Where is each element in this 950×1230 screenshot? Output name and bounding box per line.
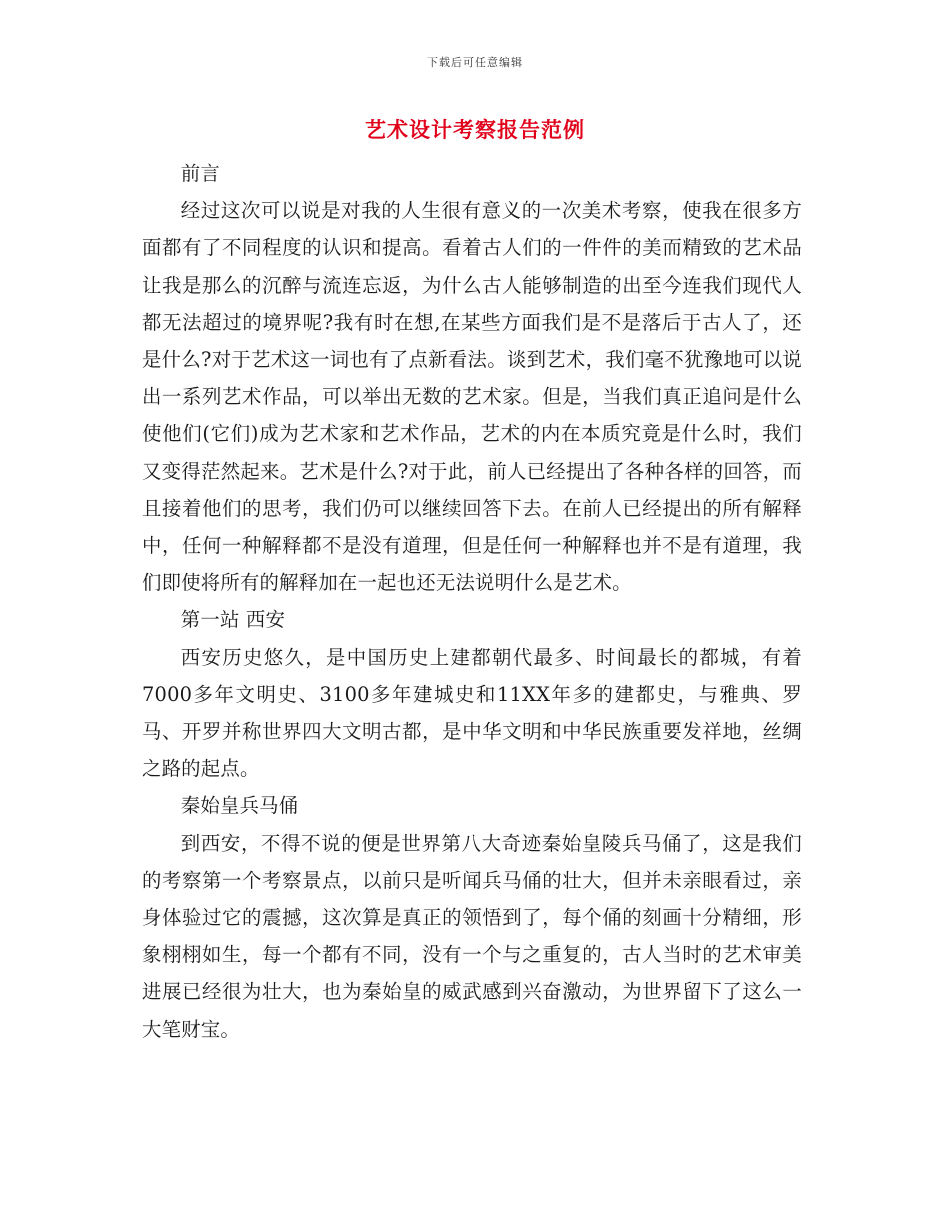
paragraph-terracotta: 到西安，不得不说的便是世界第八大奇迹秦始皇陵兵马俑了，这是我们的考察第一个考察景点，以前只是听闻兵马俑的壮大，但并未亲眼看过，亲身体验过它的震撼，这次算是真正的领悟到了，每个俑的刻画十分精细，形象栩栩如生，每一个都有不同，没有一个与之重复的，古人当时的艺术审美进展已经很为壮大，也为秦始皇的威武感到兴奋激动，为世界留下了这么一大笔财宝。 xyxy=(142,831,802,1041)
running-header: 下载后可任意编辑 xyxy=(427,56,523,69)
paragraph-xian: 西安历史悠久，是中国历史上建都朝代最多、时间最长的都城，有着7000多年文明史、3100多年建城史和11XX年多的建都史，与雅典、罗马、开罗并称世界四大文明古都，是中华文明和中华民族重要发祥地，丝绸之路的起点。 xyxy=(142,645,802,781)
section-heading-preface: 前言 xyxy=(180,162,220,185)
paragraph-preface: 经过这次可以说是对我的人生很有意义的一次美术考察，使我在很多方面都有了不同程度的认识和提高。看着古人们的一件件的美而精致的艺术品让我是那么的沉醉与流连忘返，为什么古人能够制造的出至今连我们现代人都无法超过的境界呢?我有时在想,在某些方面我们是不是落后于古人了，还是什么?对于艺术这一词也有了点新看法。谈到艺术，我们毫不犹豫地可以说出一系列艺术作品，可以举出无数的艺术家。但是，当我们真正追问是什么使他们(它们)成为艺术家和艺术作品，艺术的内在本质究竟是什么时，我们又变得茫然起来。艺术是什么?对于此，前人已经提出了各种各样的回答，而且接着他们的思考，我们仍可以继续回答下去。在前人已经提出的所有解释中，任何一种解释都不是没有道理，但是任何一种解释也并不是有道理，我们即使将所有的解释加在一起也还无法说明什么是艺术。 xyxy=(142,199,802,595)
section-heading-xian: 第一站 西安 xyxy=(180,608,286,632)
section-heading-terracotta: 秦始皇兵马俑 xyxy=(180,794,299,818)
document-title: 艺术设计考察报告范例 xyxy=(365,117,585,142)
document-body xyxy=(142,155,802,1048)
